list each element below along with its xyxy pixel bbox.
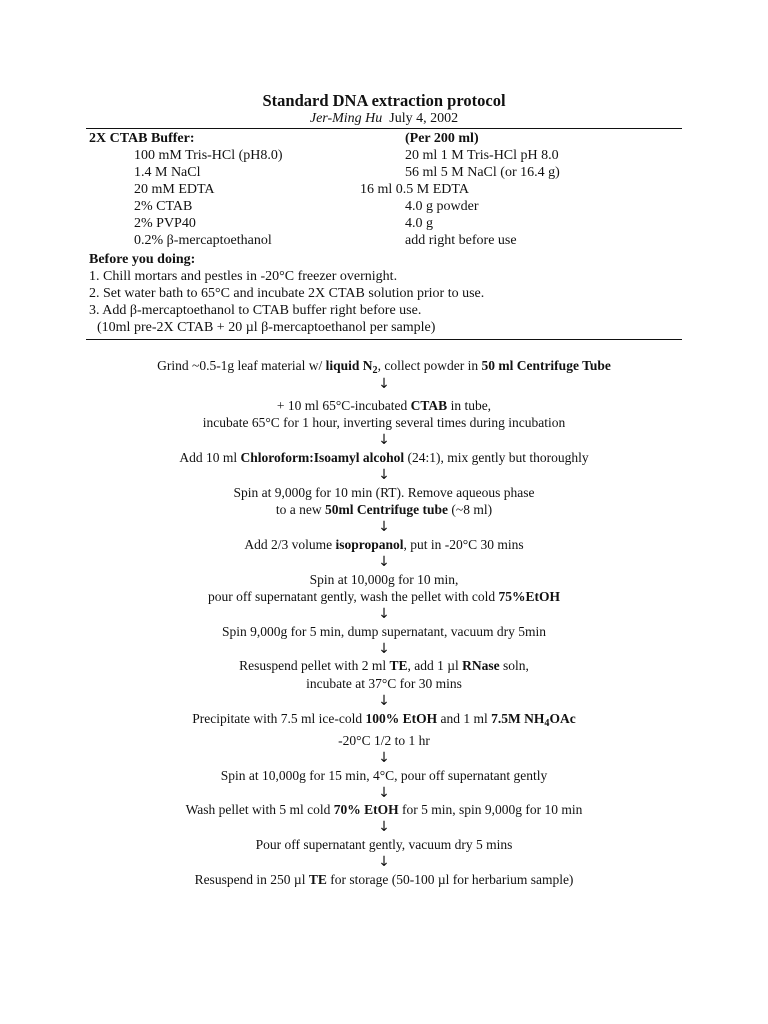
author-line: [0, 110, 768, 128]
step-spin-aqueous: Spin at 9,000g for 10 min (RT). Remove aqueous phase: [233, 485, 535, 500]
prep-line: 1. Chill mortars and pestles in -20°C freezer overnight.: [89, 269, 398, 284]
prep-line: 3. Add β-mercaptoethanol to CTAB buffer right before use.: [89, 303, 422, 318]
top-rule: [86, 128, 682, 129]
down-arrow-icon: ↓: [378, 467, 390, 483]
down-arrow-icon: ↓: [378, 750, 390, 766]
step-incubate-37: incubate at 37°C for 30 mins: [306, 676, 462, 691]
step-isopropanol: Add 2/3 volume isopropanol, put in -20°C 30 mins: [244, 537, 524, 552]
step-incubate: incubate 65°C for 1 hour, inverting several times during incubation: [202, 415, 566, 430]
down-arrow-icon: ↓: [378, 819, 390, 835]
step-spin-dry: Spin 9,000g for 5 min, dump supernatant, vacuum dry 5min: [222, 624, 546, 639]
step-grind: Grind ~0.5-1g leaf material w/ liquid $N_2$, collect powder in 50 ml Centrifuge Tube: [157, 358, 611, 377]
down-arrow-icon: ↓: [378, 432, 390, 448]
author-name: Jer-Ming Hu: [309, 111, 383, 126]
step-precipitate: Precipitate with 7.5 ml ice-cold 100% EtOH and 1 ml 7.5M $NH_4OAc$: [192, 711, 576, 730]
buffer-amount: 16 ml 0.5 M EDTA: [360, 182, 469, 197]
buffer-amount: add right before use: [405, 233, 517, 248]
down-arrow-icon: ↓: [378, 785, 390, 801]
down-arrow-icon: ↓: [378, 854, 390, 870]
step-vacuum-dry: Pour off supernatant gently, vacuum dry 5 mins: [255, 837, 513, 852]
buffer-heading: 2X CTAB Buffer:: [89, 131, 195, 146]
down-arrow-icon: ↓: [378, 606, 390, 622]
buffer-amount: 56 ml 5 M NaCl (or 16.4 g): [405, 165, 560, 180]
down-arrow-icon: ↓: [378, 554, 390, 570]
buffer-component: 20 mM EDTA: [134, 182, 215, 197]
date: July 4, 2002: [389, 111, 459, 126]
step-wash-70: Wash pellet with 5 ml cold 70% EtOH for 5 min, spin 9,000g for 10 min: [185, 802, 583, 817]
step-transfer: to a new 50ml Centrifuge tube (~8 ml): [275, 502, 493, 517]
buffer-amount: 4.0 g: [405, 216, 433, 231]
page-title: Standard DNA extraction protocol: [262, 91, 506, 110]
step-freeze: -20°C 1/2 to 1 hr: [338, 733, 430, 748]
buffer-component: 0.2% β-mercaptoethanol: [134, 233, 272, 248]
step-spin-10min: Spin at 10,000g for 10 min,: [309, 572, 459, 587]
step-add-ctab: + 10 ml 65°C-incubated CTAB in tube,: [276, 398, 492, 413]
down-arrow-icon: ↓: [378, 376, 390, 392]
step-wash-75: pour off supernatant gently, wash the pellet with cold 75%EtOH: [207, 589, 561, 604]
step-resuspend-te: Resuspend pellet with 2 ml TE, add 1 µl RNase soln,: [239, 658, 529, 673]
step-storage: Resuspend in 250 µl TE for storage (50-100 µl for herbarium sample): [194, 872, 574, 887]
buffer-amount: 4.0 g powder: [405, 199, 479, 214]
prep-line: (10ml pre-2X CTAB + 20 µl β-mercaptoethanol per sample): [97, 320, 436, 335]
buffer-component: 1.4 M NaCl: [134, 165, 201, 180]
prep-heading: Before you doing:: [89, 252, 196, 267]
buffer-component: 2% PVP40: [134, 216, 196, 231]
step-chloroform: Add 10 ml Chloroform:Isoamyl alcohol (24:1), mix gently but thoroughly: [179, 450, 589, 465]
buffer-amount: 20 ml 1 M Tris-HCl pH 8.0: [405, 148, 559, 163]
down-arrow-icon: ↓: [378, 519, 390, 535]
bottom-rule: [86, 339, 682, 340]
down-arrow-icon: ↓: [378, 693, 390, 709]
down-arrow-icon: ↓: [378, 641, 390, 657]
step-spin-15min: Spin at 10,000g for 15 min, 4°C, pour off supernatant gently: [220, 768, 548, 783]
buffer-component: 2% CTAB: [134, 199, 193, 214]
per-heading: (Per 200 ml): [405, 131, 479, 146]
buffer-component: 100 mM Tris-HCl (pH8.0): [134, 148, 283, 163]
prep-line: 2. Set water bath to 65°C and incubate 2X CTAB solution prior to use.: [89, 286, 485, 301]
